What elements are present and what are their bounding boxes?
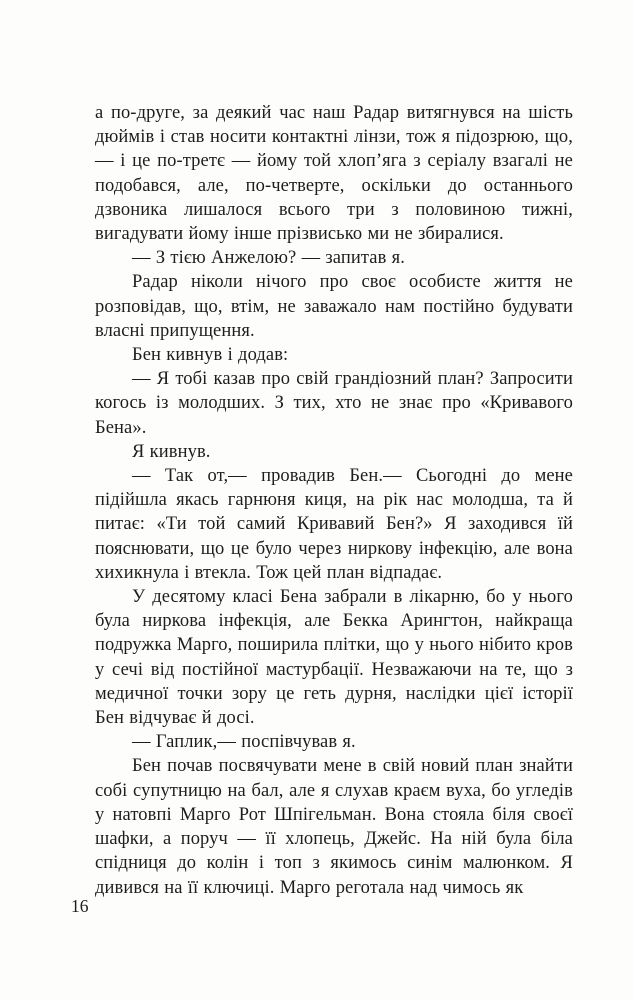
paragraph-dialogue-plan: — Я тобі казав про свій грандіозний план? Запросити когось із молодших. З тих, хто не знає про «Кривавого Бена».	[95, 369, 573, 438]
paragraph-i-nodded: Я кивнув.	[132, 441, 211, 462]
paragraph-ben-new-plan: Бен почав посвячувати мене в свій новий план знайти собі супутницю на бал, але я слухав краєм вуха, бо угледів у натовпі Марго Рот Шпігельман. Вона стояла біля своєї шафки, а поруч — її хлопець, Джейс. На ній була біла спідниця до колін і топ з якимось синім малюнком. Я дивився на її ключиці. Марго реготала над чимось як	[95, 756, 573, 898]
paragraph-ben-nodded: Бен кивнув і додав:	[132, 345, 289, 366]
paragraph-continuation: а по-друге, за деякий час наш Радар витягнувся на шість дюймів і став носити контактні лінзи, тож я підозрюю, що, — і це по-третє — йому той хлоп’яга з серіалу взагалі не подобався, але, по-четверте, оскільки до останнього дзвоника лишалося всього три з половиною тижні, вигадувати йому інше прізвисько ми не збиралися.	[95, 103, 573, 245]
paragraph-dialogue-haplyk: — Гаплик,— поспівчував я.	[132, 732, 356, 753]
paragraph-dialogue-angela: — З тією Анжелою? — запитав я.	[132, 248, 405, 269]
page-number: 16	[71, 896, 89, 916]
paragraph-dialogue-so: — Так от,— провадив Бен.— Сьогодні до мене підійшла якась гарнюня киця, на рік нас молодша, та й питає: «Ти той самий Кривавий Бен?» Я заходився їй пояснювати, що це було через ниркову інфекцію, але вона хихикнула і втекла. Тож цей план відпадає.	[95, 466, 573, 583]
text-block	[95, 101, 573, 900]
paragraph-tenth-grade: У десятому класі Бена забрали в лікарню, бо у нього була ниркова інфекція, але Бекка Арингтон, найкраща подружка Марго, поширила плітки, що у нього нібито кров у сечі від постійної мастурбації. Незважаючи на те, що з медичної точки зору це геть дурня, наслідки цієї історії Бен відчуває й досі.	[95, 587, 573, 729]
paragraph-radar-private-life: Радар ніколи нічого про своє особисте життя не розповідав, що, втім, не заважало нам постійно будувати власні припущення.	[95, 272, 573, 341]
